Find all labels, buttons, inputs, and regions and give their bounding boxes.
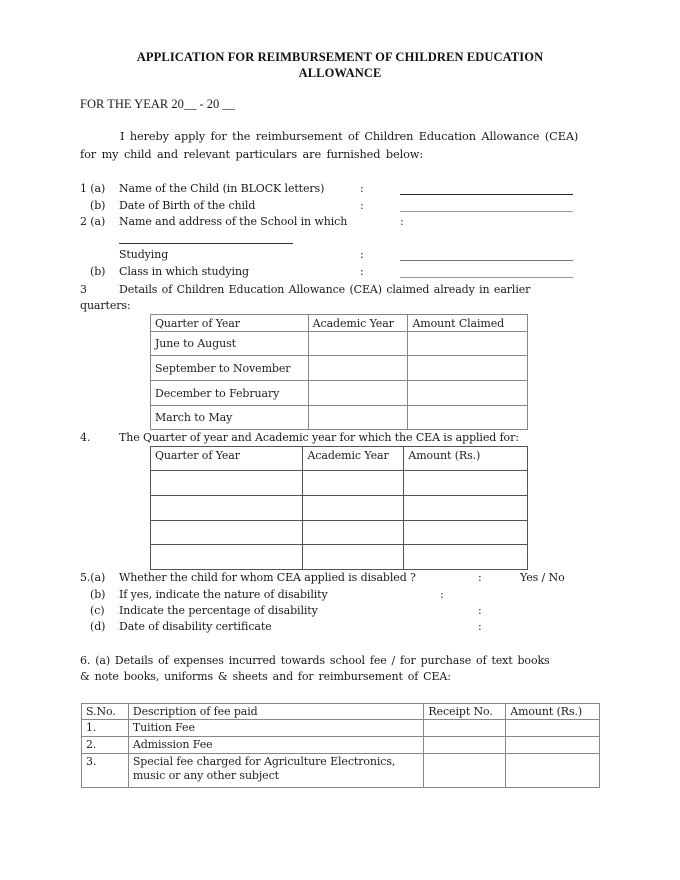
amount-claimed-cell[interactable] — [408, 332, 528, 356]
quarter-cell: September to November — [151, 356, 309, 381]
section5d-num: (d) — [90, 620, 106, 633]
field-colon: : — [360, 199, 364, 212]
amount-cell[interactable] — [404, 545, 528, 570]
amount-claimed-cell[interactable] — [408, 356, 528, 381]
dob-input-line[interactable] — [400, 211, 573, 212]
table-row — [82, 754, 600, 788]
amount-cell[interactable] — [506, 754, 600, 788]
expenses-table — [81, 703, 600, 788]
academic-year-cell[interactable] — [303, 545, 404, 570]
field-class-label: Class in which studying — [119, 265, 249, 278]
quarter-cell: December to February — [151, 381, 309, 406]
field-colon: : — [360, 248, 364, 261]
field-school-label: Name and address of the School in which — [119, 215, 348, 228]
form-title-line1: APPLICATION FOR REIMBURSEMENT OF CHILDREN EDUCATION — [136, 50, 544, 64]
academic-year-cell[interactable] — [303, 471, 404, 496]
field-colon: : — [478, 571, 482, 584]
column-header: Academic Year — [303, 447, 404, 471]
studying-input-line[interactable] — [400, 260, 573, 261]
column-header: Amount Claimed — [408, 315, 528, 332]
amount-cell[interactable] — [506, 720, 600, 737]
child-name-input-line[interactable] — [400, 194, 573, 195]
amount-cell[interactable] — [404, 471, 528, 496]
column-header: Amount (Rs.) — [506, 704, 600, 720]
field-colon: : — [360, 265, 364, 278]
academic-year-cell[interactable] — [308, 332, 408, 356]
school-address-input-line[interactable] — [119, 243, 293, 244]
table-row — [151, 406, 528, 430]
field-1b-num: (b) — [90, 199, 106, 212]
description-line1: Special fee charged for Agriculture Electronics, — [132, 755, 396, 768]
quarter-cell[interactable] — [151, 521, 303, 545]
section5c-num: (c) — [90, 604, 105, 617]
table-row — [151, 381, 528, 406]
academic-year-cell[interactable] — [303, 496, 404, 521]
table-header-row — [151, 447, 528, 471]
quarter-cell[interactable] — [151, 545, 303, 570]
quarter-cell: March to May — [151, 406, 309, 430]
intro-line2: for my child and relevant particulars are furnished below: — [80, 148, 424, 161]
section6-heading-line1: 6. (a) Details of expenses incurred towards school fee / for purchase of text books — [80, 654, 550, 667]
amount-claimed-cell[interactable] — [408, 406, 528, 430]
previous-claims-table — [150, 314, 528, 430]
disability-percentage-label: Indicate the percentage of disability — [119, 604, 318, 617]
field-colon: : — [478, 604, 482, 617]
disability-certificate-date-label: Date of disability certificate — [119, 620, 272, 633]
table-row — [151, 521, 528, 545]
section3-num: 3 — [80, 283, 87, 296]
intro-line1: I hereby apply for the reimbursement of Children Education Allowance (CEA) — [120, 130, 579, 143]
form-title-line2: ALLOWANCE — [298, 66, 382, 80]
disability-nature-label: If yes, indicate the nature of disability — [119, 588, 328, 601]
column-header: Description of fee paid — [128, 704, 424, 720]
section6-heading-line2: & note books, uniforms & sheets and for reimbursement of CEA: — [80, 670, 451, 683]
table-row — [151, 496, 528, 521]
table-header-row — [151, 315, 528, 332]
description-cell — [128, 754, 424, 788]
current-claim-table — [150, 446, 528, 570]
for-year-label: FOR THE YEAR 20__ - 20 __ — [80, 97, 235, 111]
quarter-cell[interactable] — [151, 496, 303, 521]
academic-year-cell[interactable] — [303, 521, 404, 545]
receipt-no-cell[interactable] — [424, 754, 506, 788]
class-input-line[interactable] — [400, 277, 573, 278]
description-cell: Admission Fee — [128, 737, 424, 754]
section3-heading: Details of Children Education Allowance (CEA) claimed already in earlier — [119, 283, 531, 296]
amount-cell[interactable] — [404, 496, 528, 521]
section5b-num: (b) — [90, 588, 106, 601]
column-header: Receipt No. — [424, 704, 506, 720]
column-header: S.No. — [82, 704, 129, 720]
table-row — [151, 471, 528, 496]
field-colon: : — [440, 588, 444, 601]
field-child-name-label: Name of the Child (in BLOCK letters) — [119, 182, 325, 195]
amount-cell[interactable] — [506, 737, 600, 754]
section4-num: 4. — [80, 431, 91, 444]
field-studying-label: Studying — [119, 248, 169, 261]
table-row — [82, 737, 600, 754]
section4-heading: The Quarter of year and Academic year for which the CEA is applied for: — [119, 431, 519, 444]
field-colon: : — [400, 215, 404, 228]
amount-claimed-cell[interactable] — [408, 381, 528, 406]
field-colon: : — [360, 182, 364, 195]
receipt-no-cell[interactable] — [424, 737, 506, 754]
field-2b-num: (b) — [90, 265, 106, 278]
field-1a-num: 1 (a) — [80, 182, 106, 195]
sno-cell: 2. — [82, 737, 129, 754]
field-dob-label: Date of Birth of the child — [119, 199, 256, 212]
field-2a-num: 2 (a) — [80, 215, 106, 228]
academic-year-cell[interactable] — [308, 356, 408, 381]
sno-cell: 3. — [82, 754, 129, 788]
table-row — [151, 332, 528, 356]
field-colon: : — [478, 620, 482, 633]
column-header: Academic Year — [308, 315, 408, 332]
description-cell: Tuition Fee — [128, 720, 424, 737]
table-header-row — [82, 704, 600, 720]
quarter-cell: June to August — [151, 332, 309, 356]
table-row — [82, 720, 600, 737]
receipt-no-cell[interactable] — [424, 720, 506, 737]
section3-heading-cont: quarters: — [80, 299, 131, 312]
column-header: Quarter of Year — [151, 315, 309, 332]
table-row — [151, 356, 528, 381]
column-header: Quarter of Year — [151, 447, 303, 471]
academic-year-cell[interactable] — [308, 381, 408, 406]
academic-year-cell[interactable] — [308, 406, 408, 430]
quarter-cell[interactable] — [151, 471, 303, 496]
description-line2: music or any other subject — [132, 769, 279, 782]
sno-cell: 1. — [82, 720, 129, 737]
amount-cell[interactable] — [404, 521, 528, 545]
column-header: Amount (Rs.) — [404, 447, 528, 471]
table-row — [151, 545, 528, 570]
section5a-num: 5.(a) — [80, 571, 106, 584]
yes-no-options[interactable]: Yes / No — [520, 571, 565, 584]
disabled-question-label: Whether the child for whom CEA applied is disabled ? — [119, 571, 416, 584]
